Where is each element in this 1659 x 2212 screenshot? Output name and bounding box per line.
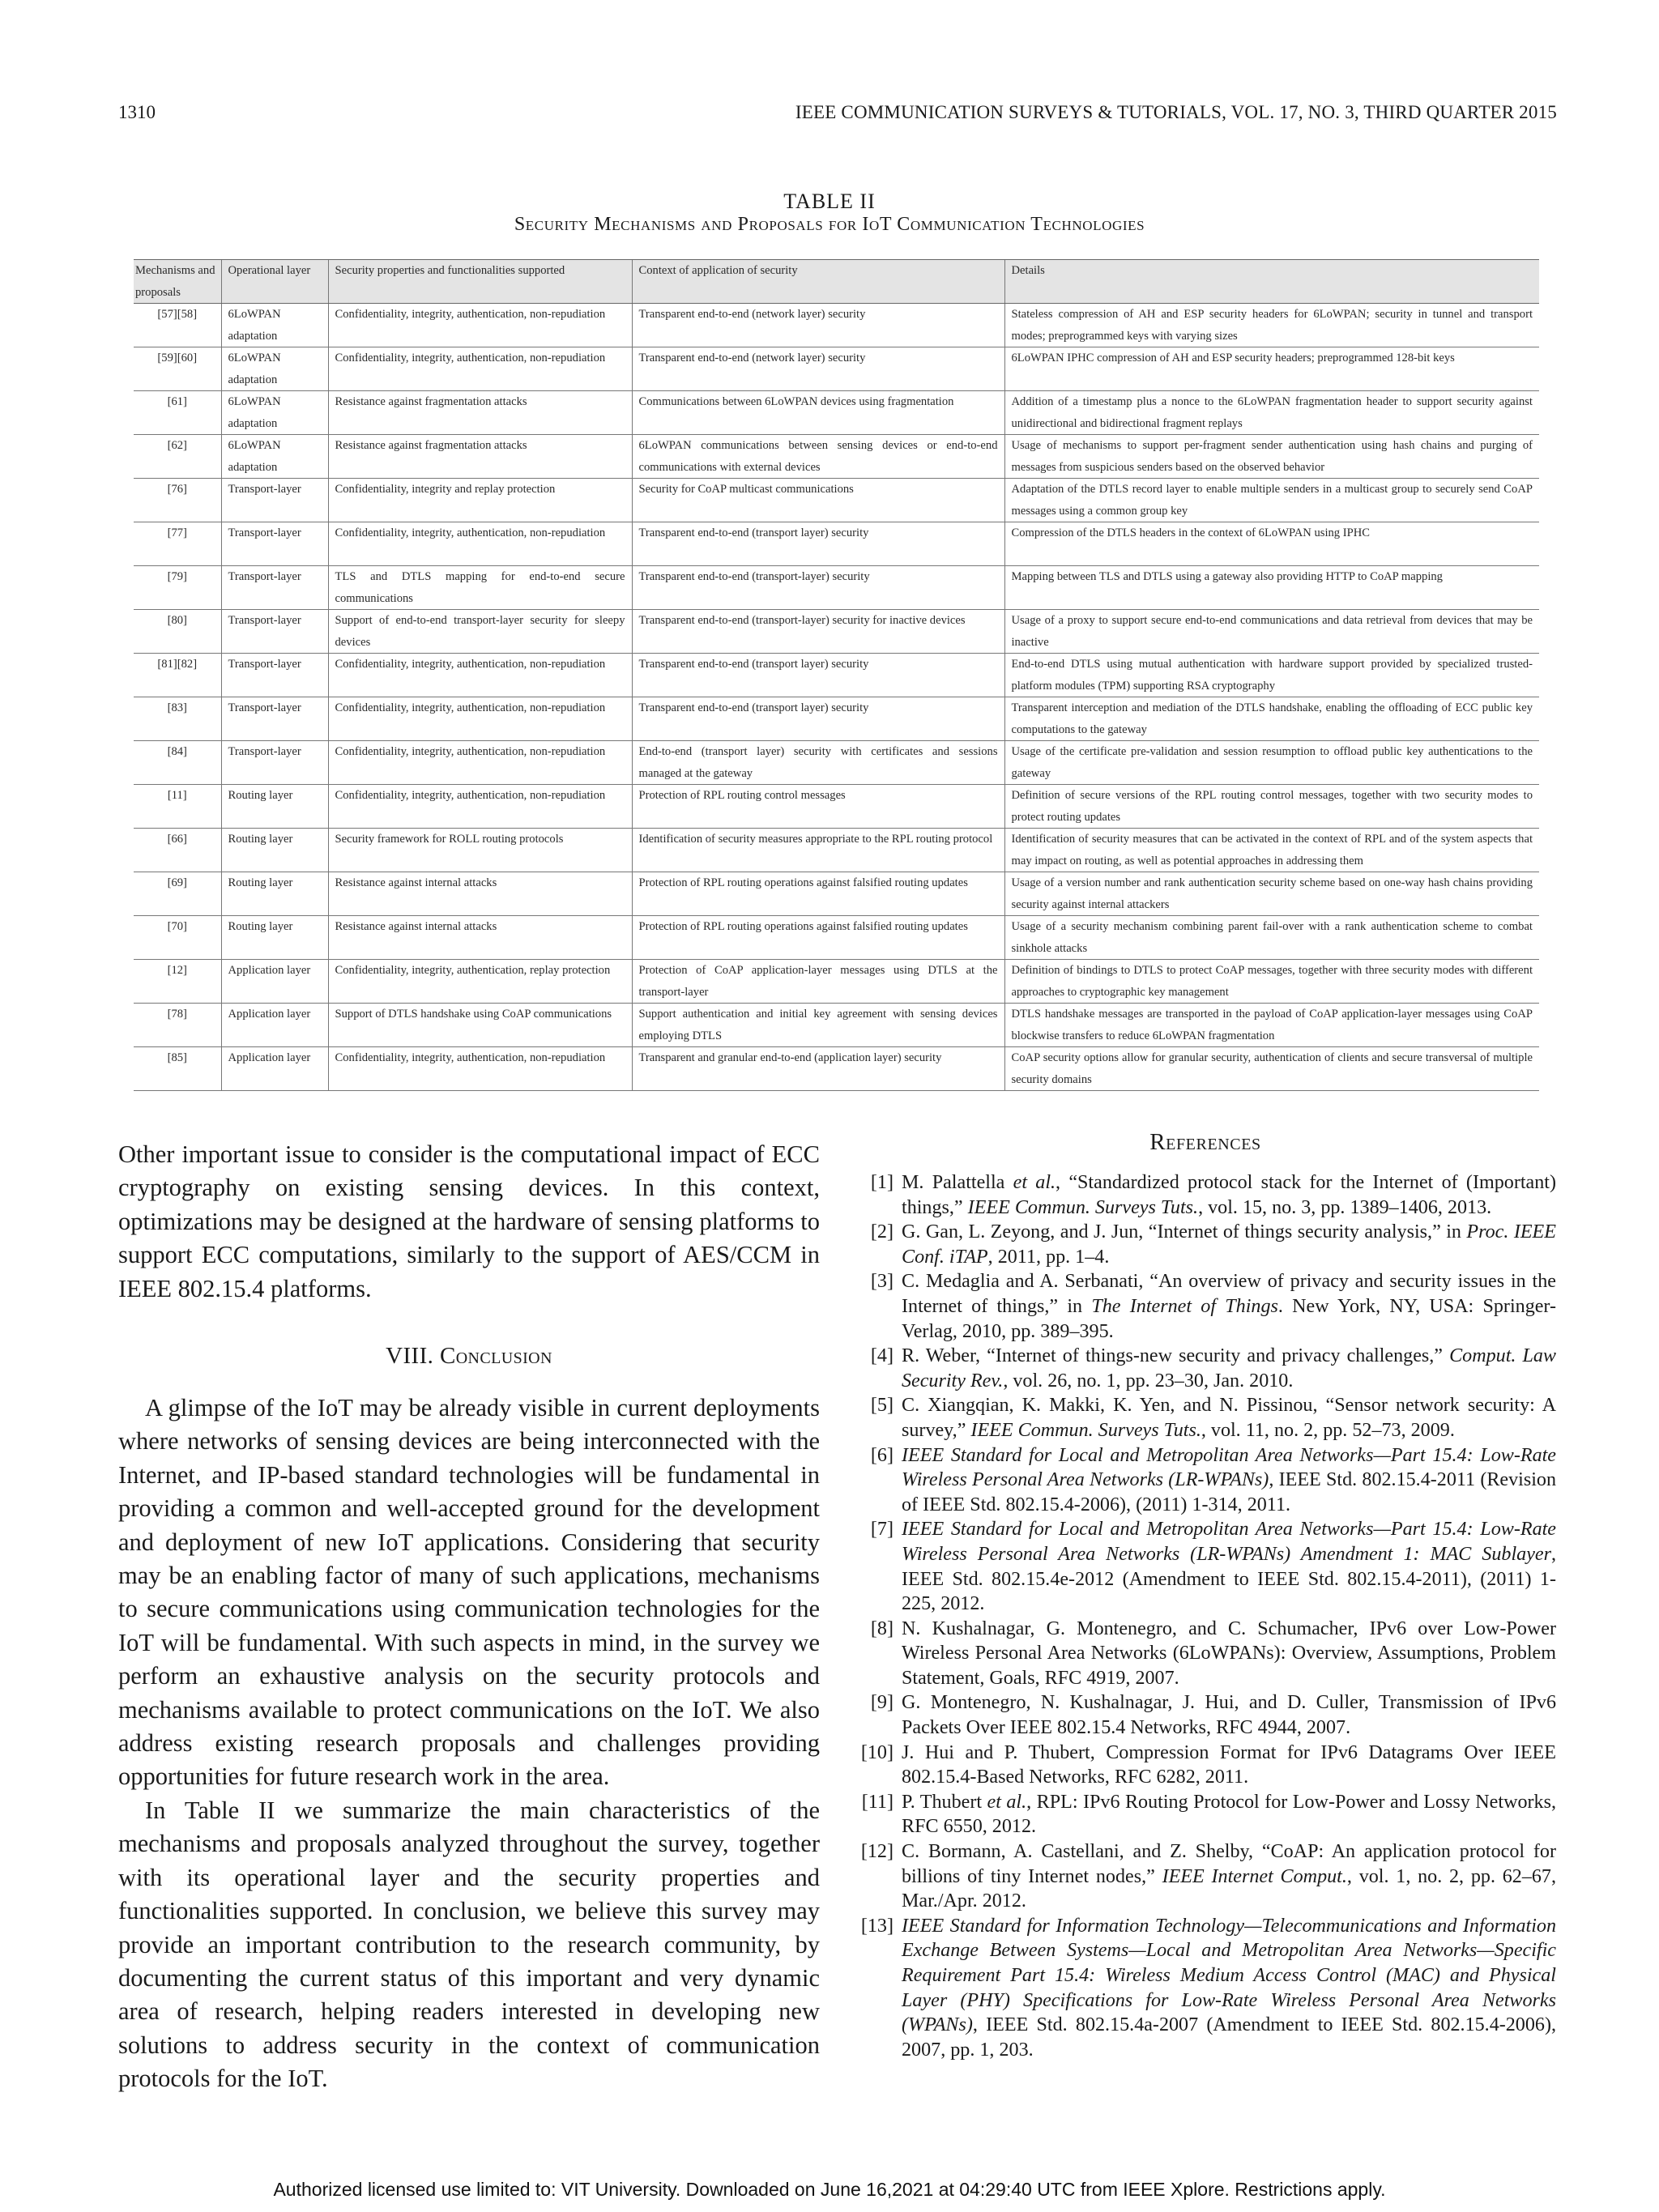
cell-details: Usage of a proxy to support secure end-to-end communications and data retrieval from devices that may be inactive bbox=[1004, 610, 1539, 654]
cell-security-properties: Resistance against internal attacks bbox=[328, 872, 632, 916]
reference-part-mid: . New York, NY, USA: Springer-Verlag, 2010, pp. 389–395. bbox=[902, 1295, 1556, 1342]
header-mechanisms: Mechanisms and proposals bbox=[134, 260, 221, 304]
cell-operational-layer: Transport-layer bbox=[221, 610, 328, 654]
table-row bbox=[134, 1004, 1539, 1047]
cell-details: Addition of a timestamp plus a nonce to the 6LoWPAN fragmentation header to support security against unidirectional and bidirectional fragment replays bbox=[1004, 391, 1539, 435]
cell-mechanism-ref: [77] bbox=[134, 522, 221, 566]
cell-mechanism-ref: [79] bbox=[134, 566, 221, 610]
cell-application-context: Support authentication and initial key agreement with sensing devices employing DTLS bbox=[632, 1004, 1004, 1047]
cell-application-context: Communications between 6LoWPAN devices using fragmentation bbox=[632, 391, 1004, 435]
cell-mechanism-ref: [59][60] bbox=[134, 347, 221, 391]
reference-part-pre: R. Weber, “Internet of things-new security and privacy challenges,” bbox=[902, 1345, 1450, 1367]
cell-application-context: Transparent and granular end-to-end (application layer) security bbox=[632, 1047, 1004, 1091]
cell-security-properties: Confidentiality, integrity and replay protection bbox=[328, 479, 632, 522]
page-number: 1310 bbox=[118, 102, 156, 122]
cell-security-properties: Confidentiality, integrity, authentication, non-repudiation bbox=[328, 785, 632, 829]
cell-security-properties: Resistance against fragmentation attacks bbox=[328, 435, 632, 479]
journal-header: IEEE COMMUNICATION SURVEYS & TUTORIALS, VOL. 17, NO. 3, THIRD QUARTER 2015 bbox=[795, 102, 1557, 122]
reference-text bbox=[902, 1741, 1556, 1790]
cell-mechanism-ref: [11] bbox=[134, 785, 221, 829]
reference-number: [11] bbox=[861, 1791, 893, 1813]
cell-security-properties: Confidentiality, integrity, authentication, non-repudiation bbox=[328, 654, 632, 697]
table-body bbox=[134, 304, 1539, 1091]
reference-part-mid: , IEEE Std. 802.15.4e-2012 (Amendment to IEEE Std. 802.15.4-2011), (2011) 1-225, 2012. bbox=[902, 1543, 1556, 1615]
cell-details: DTLS handshake messages are transported in the payload of CoAP application-layer messages using CoAP blockwise transfers to reduce 6LoWPAN fragmentation bbox=[1004, 1004, 1539, 1047]
cell-mechanism-ref: [81][82] bbox=[134, 654, 221, 697]
cell-details: Transparent interception and mediation of the DTLS handshake, enabling the offloading of ECC public key computations to the gateway bbox=[1004, 697, 1539, 741]
table-row bbox=[134, 960, 1539, 1004]
intro-paragraph: Other important issue to consider is the computational impact of ECC cryptography on existing sensing devices. In this context, optimizations may be designed at the hardware of sensing platforms to support ECC computations, similarly to the support of AES/CCM in IEEE 802.15.4 platforms. bbox=[118, 1140, 820, 1302]
reference-part-mid: , RPL: IPv6 Routing Protocol for Low-Power and Lossy Networks, RFC 6550, 2012. bbox=[902, 1791, 1556, 1838]
cell-operational-layer: Application layer bbox=[221, 1047, 328, 1091]
cell-details: Usage of the certificate pre-validation and session resumption to offload public key authentications to the gateway bbox=[1004, 741, 1539, 785]
cell-security-properties: Confidentiality, integrity, authentication, non-repudiation bbox=[328, 1047, 632, 1091]
intro-paragraph-block bbox=[118, 1138, 820, 1306]
reference-part-it1: IEEE Standard for Local and Metropolitan Area Networks—Part 15.4: Low-Rate Wireless Personal Area Networks (LR-WPANs) bbox=[902, 1444, 1556, 1491]
table-row bbox=[134, 697, 1539, 741]
table-row bbox=[134, 566, 1539, 610]
reference-part-pre: C. Xiangqian, K. Makki, K. Yen, and N. Pissinou, “Sensor network security: A survey,” bbox=[902, 1395, 1556, 1441]
cell-application-context: Transparent end-to-end (transport-layer) security bbox=[632, 566, 1004, 610]
reference-part-pre: P. Thubert bbox=[902, 1791, 987, 1813]
table-row bbox=[134, 785, 1539, 829]
references-list bbox=[855, 1170, 1556, 2062]
cell-operational-layer: Transport-layer bbox=[221, 566, 328, 610]
cell-application-context: Security for CoAP multicast communications bbox=[632, 479, 1004, 522]
header-security-properties: Security properties and functionalities supported bbox=[328, 260, 632, 304]
cell-details: End-to-end DTLS using mutual authentication with hardware support provided by specialized trusted-platform modules (TPM) supporting RSA cryptography bbox=[1004, 654, 1539, 697]
reference-part-pre: J. Hui and P. Thubert, Compression Format for IPv6 Datagrams Over IEEE 802.15.4-Based Networks, RFC 6282, 2011. bbox=[902, 1741, 1556, 1788]
reference-text bbox=[902, 1269, 1556, 1344]
reference-text bbox=[902, 1393, 1556, 1443]
cell-mechanism-ref: [80] bbox=[134, 610, 221, 654]
table-row bbox=[134, 654, 1539, 697]
section-heading bbox=[118, 1343, 820, 1370]
cell-details: Usage of a security mechanism combining parent fail-over with a rank authentication scheme to combat sinkhole attacks bbox=[1004, 916, 1539, 960]
cell-operational-layer: Routing layer bbox=[221, 829, 328, 872]
cell-operational-layer: 6LoWPAN adaptation bbox=[221, 347, 328, 391]
cell-details: Stateless compression of AH and ESP security headers for 6LoWPAN; security in tunnel and transport modes; preprogrammed keys with varying sizes bbox=[1004, 304, 1539, 347]
cell-mechanism-ref: [83] bbox=[134, 697, 221, 741]
cell-mechanism-ref: [85] bbox=[134, 1047, 221, 1091]
reference-item bbox=[855, 1690, 1556, 1740]
cell-mechanism-ref: [76] bbox=[134, 479, 221, 522]
cell-security-properties: TLS and DTLS mapping for end-to-end secure communications bbox=[328, 566, 632, 610]
reference-item bbox=[855, 1741, 1556, 1790]
cell-application-context: Transparent end-to-end (network layer) security bbox=[632, 347, 1004, 391]
reference-item bbox=[855, 1914, 1556, 2063]
reference-part-pre: M. Palattella bbox=[902, 1172, 1013, 1193]
table-row bbox=[134, 522, 1539, 566]
cell-security-properties: Confidentiality, integrity, authentication, non-repudiation bbox=[328, 304, 632, 347]
reference-part-mid: , vol. 1, no. 2, pp. 62–67, Mar./Apr. 2012. bbox=[902, 1865, 1556, 1912]
reference-item bbox=[855, 1393, 1556, 1443]
license-footer: Authorized licensed use limited to: VIT University. Downloaded on June 16,2021 at 04:29:40 UTC from IEEE Xplore. Restrictions apply. bbox=[273, 2179, 1386, 2200]
reference-part-it1: IEEE Standard for Local and Metropolitan Area Networks—Part 15.4: Low-Rate Wireless Personal Area Networks (LR-WPANs) Amendment 1: MAC Sublayer bbox=[902, 1519, 1556, 1565]
table-row bbox=[134, 391, 1539, 435]
reference-part-it1: IEEE Commun. Surveys Tuts. bbox=[970, 1419, 1201, 1441]
cell-security-properties: Resistance against internal attacks bbox=[328, 916, 632, 960]
reference-text bbox=[902, 1220, 1556, 1269]
cell-details: Compression of the DTLS headers in the context of 6LoWPAN using IPHC bbox=[1004, 522, 1539, 566]
cell-security-properties: Confidentiality, integrity, authentication, non-repudiation bbox=[328, 741, 632, 785]
reference-item bbox=[855, 1443, 1556, 1518]
cell-details: Identification of security measures that can be activated in the context of RPL and of the system aspects that may impact on routing, as well as potential approaches in addressing them bbox=[1004, 829, 1539, 872]
reference-text bbox=[902, 1617, 1556, 1691]
reference-number: [1] bbox=[870, 1172, 893, 1193]
cell-details: Usage of a version number and rank authentication security scheme based on one-way hash chains providing security against internal attackers bbox=[1004, 872, 1539, 916]
table-row bbox=[134, 916, 1539, 960]
cell-mechanism-ref: [62] bbox=[134, 435, 221, 479]
header-context: Context of application of security bbox=[632, 260, 1004, 304]
reference-text bbox=[902, 1790, 1556, 1839]
cell-mechanism-ref: [84] bbox=[134, 741, 221, 785]
reference-number: [7] bbox=[870, 1519, 893, 1541]
reference-part-mid: , “Standardized protocol stack for the Internet of (Important) things,” bbox=[902, 1172, 1556, 1218]
cell-security-properties: Confidentiality, integrity, authentication, non-repudiation bbox=[328, 347, 632, 391]
cell-security-properties: Support of DTLS handshake using CoAP communications bbox=[328, 1004, 632, 1047]
references-heading: References bbox=[1149, 1129, 1261, 1155]
table-row bbox=[134, 872, 1539, 916]
cell-details: CoAP security options allow for granular security, authentication of clients and secure transversal of multiple security domains bbox=[1004, 1047, 1539, 1091]
cell-application-context: Transparent end-to-end (transport layer) security bbox=[632, 654, 1004, 697]
reference-part-it1: et al. bbox=[987, 1791, 1027, 1813]
reference-part-post: , vol. 15, no. 3, pp. 1389–1406, 2013. bbox=[1198, 1196, 1492, 1218]
table-row bbox=[134, 479, 1539, 522]
cell-operational-layer: Application layer bbox=[221, 1004, 328, 1047]
reference-part-pre: G. Gan, L. Zeyong, and J. Jun, “Internet of things security analysis,” in bbox=[902, 1221, 1467, 1243]
reference-item bbox=[855, 1790, 1556, 1839]
table-row bbox=[134, 304, 1539, 347]
reference-text bbox=[902, 1517, 1556, 1616]
reference-part-mid: , IEEE Std. 802.15.4-2011 (Revision of IEEE Std. 802.15.4-2006), (2011) 1-314, 2011. bbox=[902, 1469, 1557, 1515]
reference-part-mid: , vol. 26, no. 1, pp. 23–30, Jan. 2010. bbox=[1003, 1370, 1294, 1392]
reference-item bbox=[855, 1344, 1556, 1393]
reference-text bbox=[902, 1839, 1556, 1914]
table-row bbox=[134, 1047, 1539, 1091]
cell-operational-layer: 6LoWPAN adaptation bbox=[221, 304, 328, 347]
reference-number: [8] bbox=[870, 1617, 893, 1639]
reference-number: [5] bbox=[870, 1395, 893, 1417]
cell-application-context: Protection of RPL routing operations against falsified routing updates bbox=[632, 916, 1004, 960]
reference-number: [4] bbox=[870, 1345, 893, 1367]
reference-number: [3] bbox=[870, 1271, 893, 1293]
reference-part-it1: The Internet of Things bbox=[1091, 1295, 1278, 1317]
cell-operational-layer: Transport-layer bbox=[221, 697, 328, 741]
cell-operational-layer: Transport-layer bbox=[221, 741, 328, 785]
cell-mechanism-ref: [70] bbox=[134, 916, 221, 960]
cell-details: Definition of bindings to DTLS to protect CoAP messages, together with three security modes with different approaches to cryptographic key management bbox=[1004, 960, 1539, 1004]
reference-number: [13] bbox=[860, 1915, 893, 1937]
reference-text bbox=[902, 1914, 1556, 2063]
reference-part-it2: IEEE Commun. Surveys Tuts. bbox=[967, 1196, 1199, 1218]
reference-item bbox=[855, 1617, 1556, 1691]
cell-mechanism-ref: [66] bbox=[134, 829, 221, 872]
cell-application-context: Identification of security measures appropriate to the RPL routing protocol bbox=[632, 829, 1004, 872]
cell-security-properties: Confidentiality, integrity, authentication, non-repudiation bbox=[328, 697, 632, 741]
cell-details: Adaptation of the DTLS record layer to enable multiple senders in a multicast group to securely send CoAP messages using a common group key bbox=[1004, 479, 1539, 522]
reference-text bbox=[902, 1344, 1556, 1393]
cell-mechanism-ref: [78] bbox=[134, 1004, 221, 1047]
cell-operational-layer: 6LoWPAN adaptation bbox=[221, 391, 328, 435]
reference-item bbox=[855, 1517, 1556, 1616]
cell-security-properties: Security framework for ROLL routing protocols bbox=[328, 829, 632, 872]
reference-part-it1: Proc. IEEE Conf. iTAP bbox=[902, 1221, 1556, 1268]
table-row bbox=[134, 610, 1539, 654]
cell-details: Usage of mechanisms to support per-fragment sender authentication using hash chains and purging of messages from suspicious senders based on the observed behavior bbox=[1004, 435, 1539, 479]
section-title: Conclusion bbox=[439, 1343, 552, 1369]
reference-item bbox=[855, 1839, 1556, 1914]
reference-part-mid: , IEEE Std. 802.15.4a-2007 (Amendment to IEEE Std. 802.15.4-2006), 2007, pp. 1, 203. bbox=[902, 2014, 1556, 2061]
section-number: VIII. bbox=[386, 1343, 434, 1369]
conclusion-paragraph-1: A glimpse of the IoT may be already visible in current deployments where networks of sensing devices are being interconnected with the Internet, and IP-based standard technologies will be fundamental in providing a common and well-accepted ground for the development and deployment of new IoT applications. Considering that security may be an enabling factor of many of such applications, mechanisms to secure communications using communication technologies for the IoT will be fundamental. With such aspects in mind, in the survey we perform an exhaustive analysis on the security protocols and mechanisms available to protect communications on the IoT. We also address existing research proposals and challenges providing opportunities for future research work in the area. bbox=[118, 1394, 820, 1791]
cell-operational-layer: 6LoWPAN adaptation bbox=[221, 435, 328, 479]
reference-part-it1: et al. bbox=[1013, 1172, 1056, 1193]
cell-operational-layer: Transport-layer bbox=[221, 654, 328, 697]
cell-details: Mapping between TLS and DTLS using a gateway also providing HTTP to CoAP mapping bbox=[1004, 566, 1539, 610]
cell-application-context: Transparent end-to-end (transport layer) security bbox=[632, 522, 1004, 566]
reference-part-mid: , vol. 11, no. 2, pp. 52–73, 2009. bbox=[1201, 1419, 1455, 1441]
cell-mechanism-ref: [69] bbox=[134, 872, 221, 916]
conclusion-text bbox=[118, 1392, 820, 2096]
reference-item bbox=[855, 1220, 1556, 1269]
cell-application-context: Transparent end-to-end (transport layer) security bbox=[632, 697, 1004, 741]
reference-part-mid: , 2011, pp. 1–4. bbox=[987, 1246, 1110, 1268]
cell-application-context: Transparent end-to-end (transport-layer) security for inactive devices bbox=[632, 610, 1004, 654]
cell-security-properties: Confidentiality, integrity, authentication, replay protection bbox=[328, 960, 632, 1004]
cell-application-context: End-to-end (transport layer) security with certificates and sessions managed at the gateway bbox=[632, 741, 1004, 785]
cell-security-properties: Support of end-to-end transport-layer security for sleepy devices bbox=[328, 610, 632, 654]
header-operational-layer: Operational layer bbox=[221, 260, 328, 304]
conclusion-paragraph-2: In Table II we summarize the main characteristics of the mechanisms and proposals analyzed throughout the survey, together with its operational layer and the security properties and functionalities supported. In conclusion, we believe this survey may provide an important contribution to the research community, by documenting the current status of this important and very dynamic area of research, helping readers interested in developing new solutions to address security in the context of communication protocols for the IoT. bbox=[118, 1796, 820, 2093]
reference-part-it1: IEEE Standard for Information Technology—Telecommunications and Information Exchange Between Systems—Local and Metropolitan Area Networks—Specific Requirement Part 15.4: Wireless Medium Access Control (MAC) and Physical Layer (PHY) Specifications for Low-Rate Wireless Personal Area Networks (WPANs) bbox=[902, 1915, 1556, 2036]
table-row bbox=[134, 435, 1539, 479]
reference-number: [2] bbox=[870, 1221, 893, 1243]
cell-application-context: Protection of CoAP application-layer messages using DTLS at the transport-layer bbox=[632, 960, 1004, 1004]
table-header-row bbox=[134, 260, 1539, 304]
reference-number: [12] bbox=[860, 1841, 893, 1863]
cell-security-properties: Resistance against fragmentation attacks bbox=[328, 391, 632, 435]
cell-application-context: Protection of RPL routing operations against falsified routing updates bbox=[632, 872, 1004, 916]
cell-application-context: Protection of RPL routing control messages bbox=[632, 785, 1004, 829]
cell-application-context: 6LoWPAN communications between sensing devices or end-to-end communications with external devices bbox=[632, 435, 1004, 479]
reference-text bbox=[902, 1690, 1556, 1740]
header-details: Details bbox=[1004, 260, 1539, 304]
reference-number: [9] bbox=[870, 1692, 893, 1714]
table-row bbox=[134, 347, 1539, 391]
reference-text bbox=[902, 1443, 1556, 1518]
reference-part-pre: C. Bormann, A. Castellani, and Z. Shelby, “CoAP: An application protocol for billions of tiny Internet nodes,” bbox=[902, 1841, 1556, 1887]
reference-item bbox=[855, 1269, 1556, 1344]
reference-part-it1: Comput. Law Security Rev. bbox=[902, 1345, 1556, 1392]
table-row bbox=[134, 829, 1539, 872]
cell-operational-layer: Transport-layer bbox=[221, 479, 328, 522]
reference-part-pre: C. Medaglia and A. Serbanati, “An overview of privacy and security issues in the Internet of things,” in bbox=[902, 1271, 1556, 1317]
table-title: Security Mechanisms and Proposals for IoT Communication Technologies bbox=[514, 214, 1145, 235]
cell-operational-layer: Routing layer bbox=[221, 916, 328, 960]
cell-details: 6LoWPAN IPHC compression of AH and ESP security headers; preprogrammed 128-bit keys bbox=[1004, 347, 1539, 391]
reference-part-pre: N. Kushalnagar, G. Montenegro, and C. Schumacher, IPv6 over Low-Power Wireless Personal Area Networks (6LoWPANs): Overview, Assumptions, Problem Statement, Goals, RFC 4919, 2007. bbox=[902, 1617, 1556, 1689]
reference-part-it1: IEEE Internet Comput. bbox=[1162, 1865, 1347, 1887]
table-number: TABLE II bbox=[783, 190, 876, 213]
cell-mechanism-ref: [57][58] bbox=[134, 304, 221, 347]
cell-operational-layer: Transport-layer bbox=[221, 522, 328, 566]
cell-operational-layer: Routing layer bbox=[221, 872, 328, 916]
reference-number: [6] bbox=[870, 1444, 893, 1466]
reference-number: [10] bbox=[860, 1741, 893, 1763]
reference-item bbox=[855, 1170, 1556, 1220]
cell-operational-layer: Routing layer bbox=[221, 785, 328, 829]
reference-part-pre: G. Montenegro, N. Kushalnagar, J. Hui, and D. Culler, Transmission of IPv6 Packets Over IEEE 802.15.4 Networks, RFC 4944, 2007. bbox=[902, 1692, 1556, 1739]
reference-text bbox=[902, 1170, 1556, 1220]
cell-mechanism-ref: [61] bbox=[134, 391, 221, 435]
cell-operational-layer: Application layer bbox=[221, 960, 328, 1004]
cell-details: Definition of secure versions of the RPL routing control messages, together with two security modes to protect routing updates bbox=[1004, 785, 1539, 829]
cell-application-context: Transparent end-to-end (network layer) security bbox=[632, 304, 1004, 347]
cell-mechanism-ref: [12] bbox=[134, 960, 221, 1004]
security-mechanisms-table bbox=[134, 259, 1539, 1091]
cell-security-properties: Confidentiality, integrity, authentication, non-repudiation bbox=[328, 522, 632, 566]
table-row bbox=[134, 741, 1539, 785]
